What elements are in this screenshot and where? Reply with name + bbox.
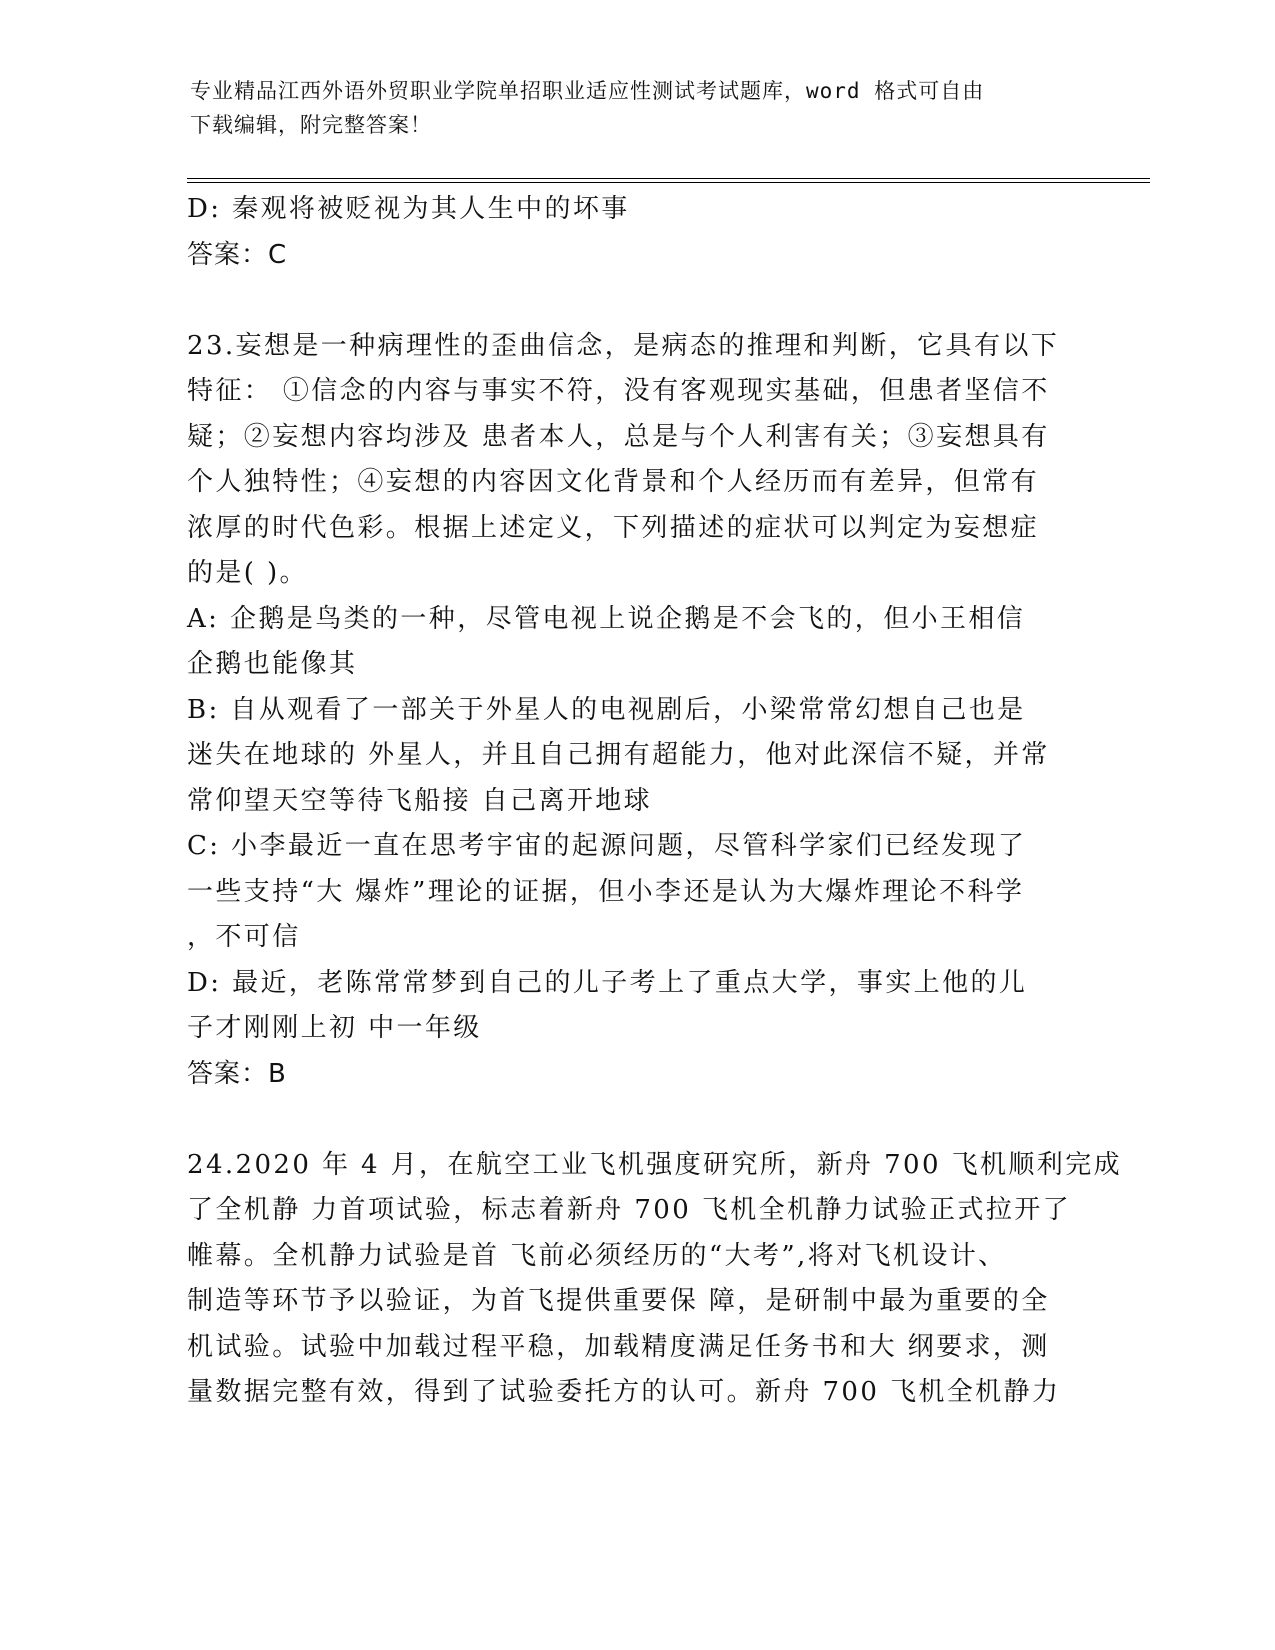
- q23-stem-line: 23.妄想是一种病理性的歪曲信念，是病态的推理和判断，它具有以下: [187, 330, 1060, 361]
- q23-option-d: D: 最近，老陈常常梦到自己的儿子考上了重点大学，事实上他的儿: [187, 967, 1028, 998]
- q23-option-c: C: 小李最近一直在思考宇宙的起源问题，尽管科学家们已经发现了: [187, 831, 1027, 861]
- q23-option-d: 子才刚刚上初 中一年级: [187, 1013, 482, 1043]
- q24-question: [187, 1143, 1123, 1416]
- q23-option-c: ，不可信: [187, 922, 301, 952]
- q24-stem-line: 量数据完整有效，得到了试验委托方的认可。新舟 700 飞机全机静力: [187, 1377, 1061, 1407]
- q23-stem-line: 浓厚的时代色彩。根据上述定义，下列描述的症状可以判定为妄想症: [187, 512, 1040, 543]
- header-line-2: 下载编辑，附完整答案！: [190, 113, 432, 137]
- q23-stem-line: 疑；②妄想内容均涉及 患者本人，总是与个人利害有关；③妄想具有: [187, 421, 1050, 452]
- q23-option-a: A: 企鹅是鸟类的一种，尽管电视上说企鹅是不会飞的，但小王相信: [187, 603, 1026, 634]
- q23-option-a: 企鹅也能像其: [187, 649, 358, 679]
- q23-option-b: 迷失在地球的 外星人，并且自己拥有超能力，他对此深信不疑，并常: [187, 740, 1050, 770]
- header-line-1: 专业精品江西外语外贸职业学院单招职业适应性测试考试题库，word 格式可自由: [190, 79, 985, 103]
- page-header: [190, 74, 1070, 142]
- q23-stem-line: 的是( )。: [187, 558, 308, 588]
- q24-stem-line: 制造等环节予以验证，为首飞提供重要保 障，是研制中最为重要的全: [187, 1286, 1050, 1316]
- q23-question: [187, 324, 1087, 1098]
- header-divider-bottom: [187, 182, 1150, 183]
- q24-stem-line: 机试验。试验中加载过程平稳，加载精度满足任务书和大 纲要求，测: [187, 1331, 1050, 1362]
- q23-option-c: 一些支持“大 爆炸”理论的证据，但小李还是认为大爆炸理论不科学: [187, 876, 1025, 907]
- document-body: [187, 187, 1123, 1416]
- q23-option-b: 常仰望天空等待飞船接 自己离开地球: [187, 785, 653, 816]
- q23-option-b: B: 自从观看了一部关于外星人的电视剧后，小梁常常幻想自己也是: [187, 694, 1026, 725]
- q24-stem-line: 了全机静 力首项试验，标志着新舟 700 飞机全机静力试验正式拉开了: [187, 1195, 1072, 1225]
- q24-stem-line: 24.2020 年 4 月，在航空工业飞机强度研究所，新舟 700 飞机顺利完成: [187, 1149, 1123, 1180]
- header-divider-top: [187, 178, 1150, 179]
- spacer: [187, 1097, 1087, 1143]
- q23-answer: 答案：B: [187, 1058, 287, 1089]
- spacer: [187, 278, 1087, 324]
- q23-stem-line: 个人独特性；④妄想的内容因文化背景和个人经历而有差异，但常有: [187, 467, 1040, 497]
- q22-option-d: D: 秦观将被贬视为其人生中的坏事: [187, 194, 630, 224]
- q22-answer: 答案：C: [187, 239, 288, 270]
- q23-stem-line: 特征： ①信念的内容与事实不符，没有客观现实基础，但患者坚信不: [187, 376, 1050, 406]
- q24-stem-line: 帷幕。全机静力试验是首 飞前必须经历的“大考”,将对飞机设计、: [187, 1240, 1007, 1271]
